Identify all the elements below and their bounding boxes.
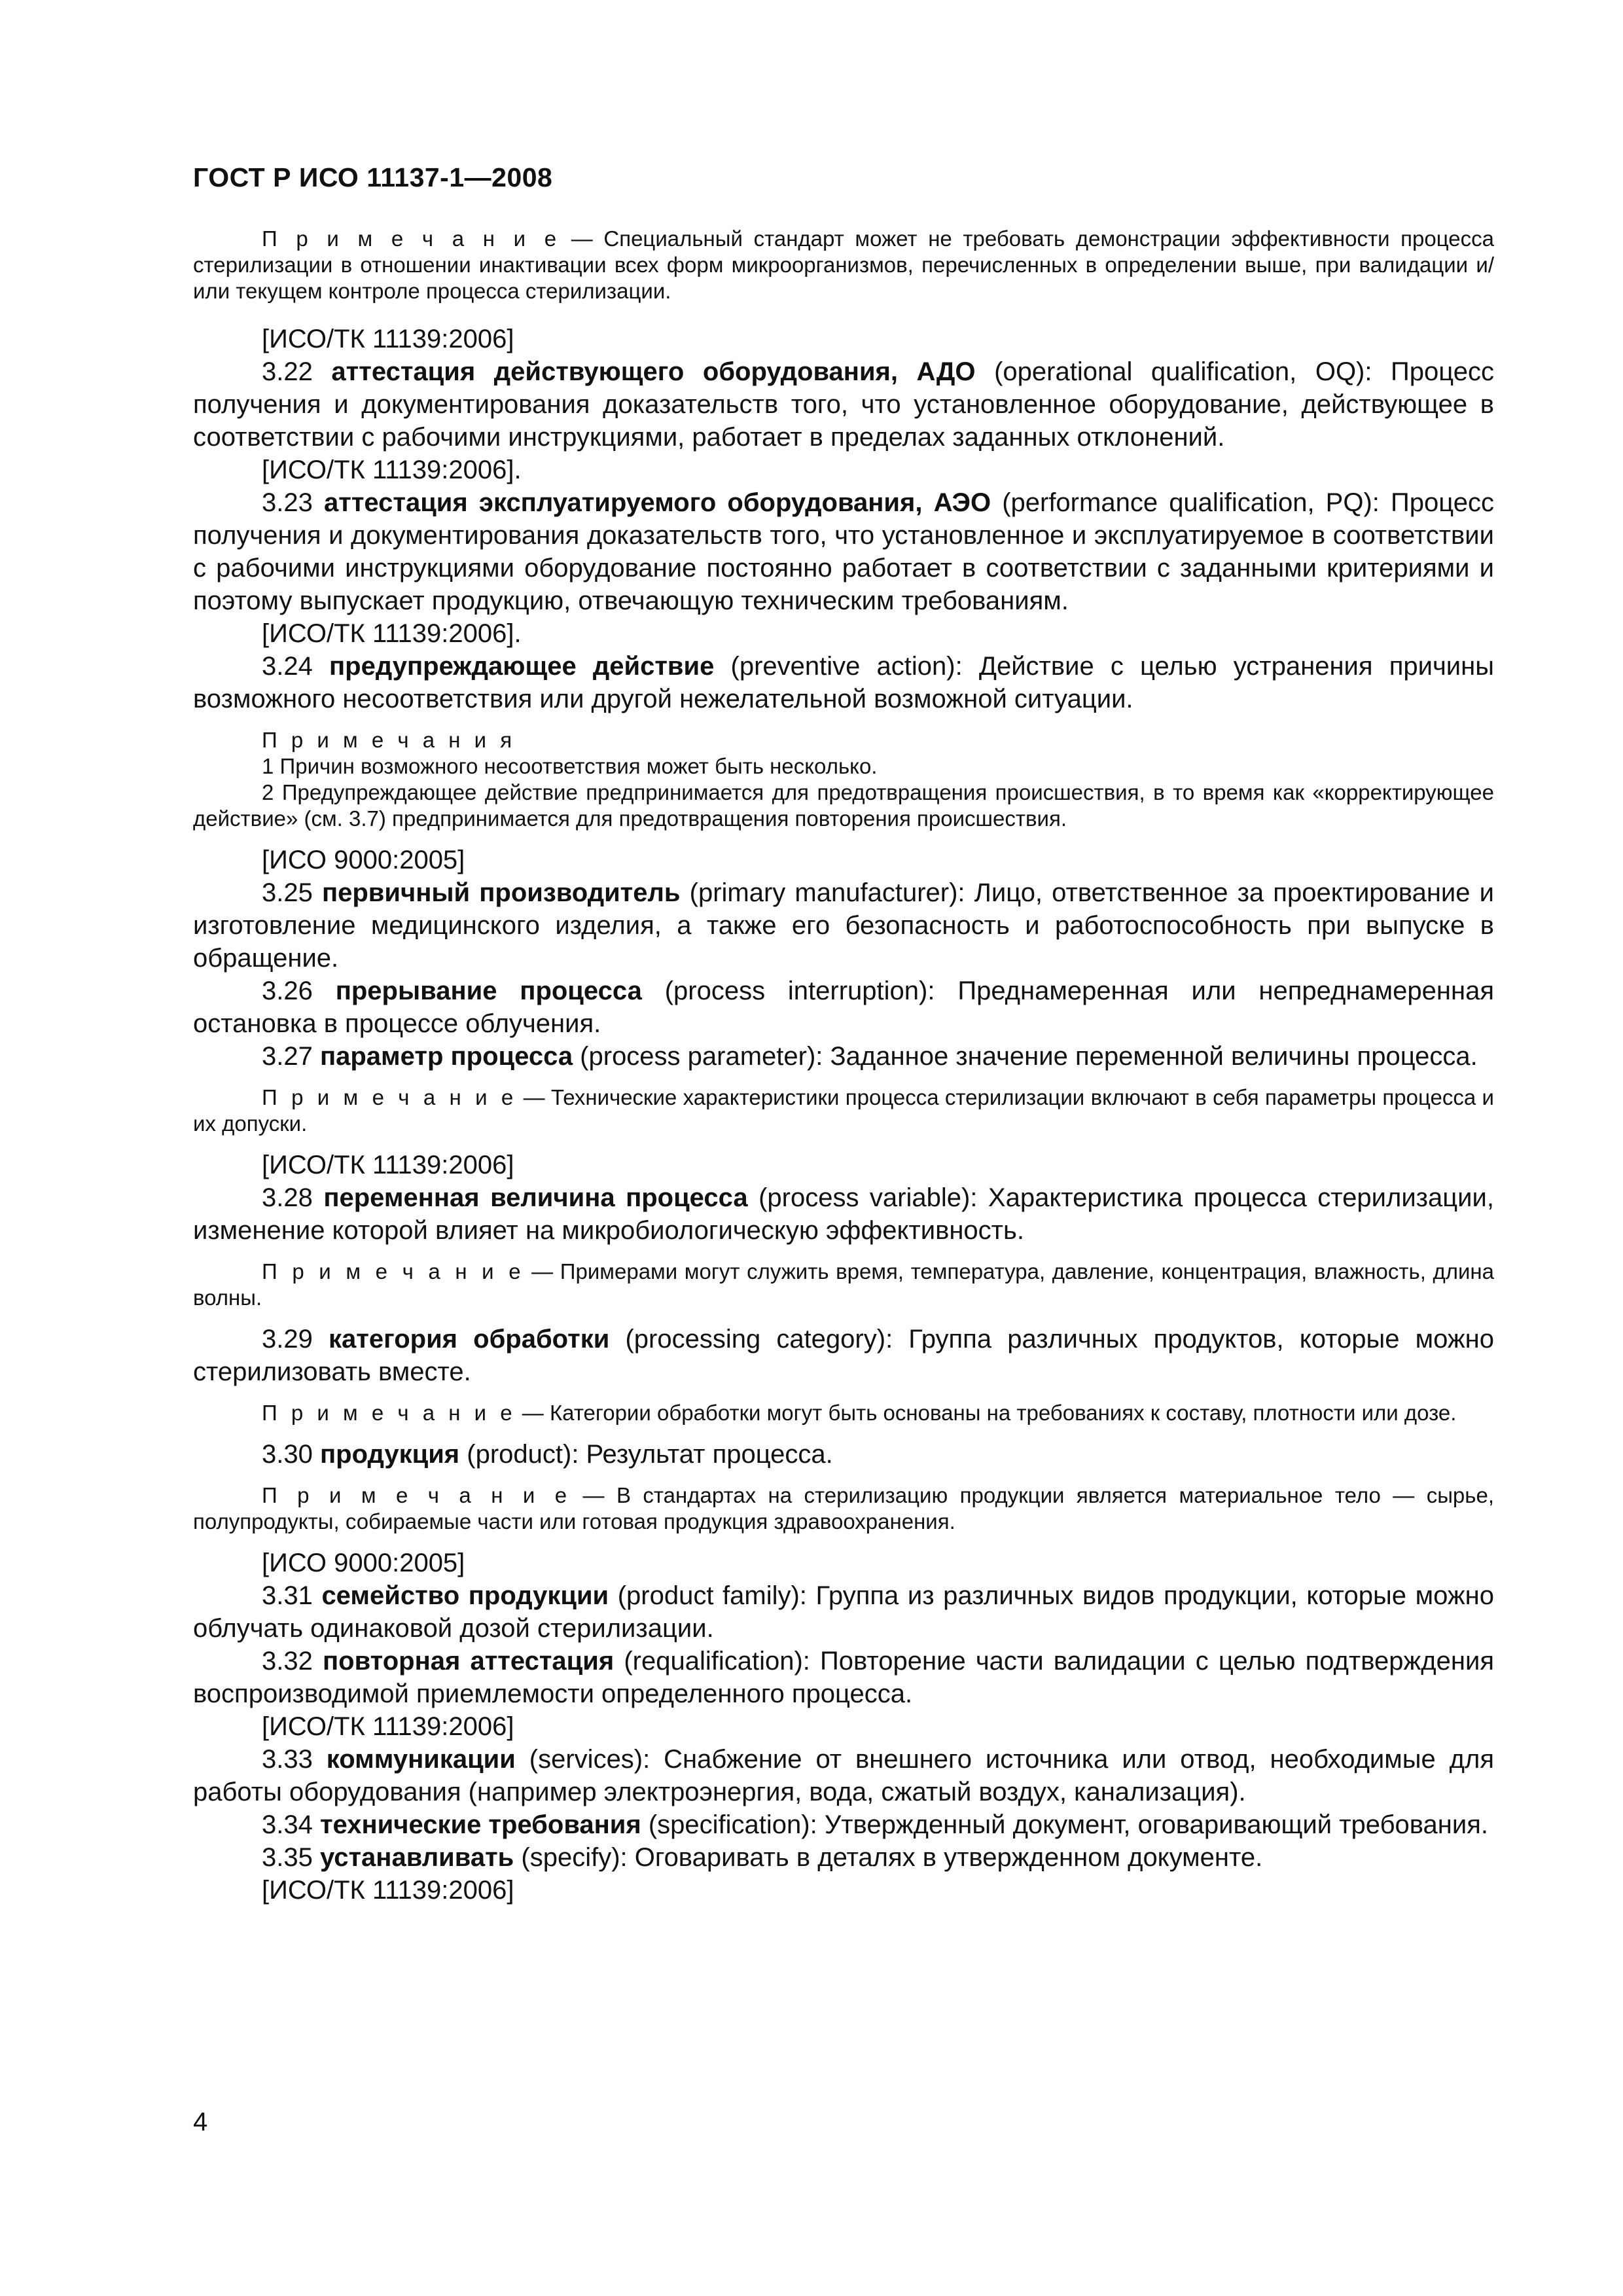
term-name: семейство продукции	[321, 1581, 609, 1610]
note-text: — Технические характеристики процесса стерилизации включают в себя параметры процесса и их допуски.	[193, 1085, 1494, 1136]
term-number: 3.24	[262, 652, 330, 681]
term-3-25	[193, 876, 1494, 975]
term-definition: (primary manufacturer): Лицо, ответственное за проектирование и изготовление медицинского изделия, а также его безопасность и работоспособность при выпуске в обращение.	[193, 878, 1494, 973]
term-3-22	[193, 355, 1494, 454]
page-number: 4	[193, 2108, 208, 2136]
term-name: продукция	[319, 1440, 460, 1469]
note-3-29	[193, 1400, 1494, 1426]
note-3-27	[193, 1085, 1494, 1137]
term-3-24	[193, 650, 1494, 715]
term-name: устанавливать	[319, 1843, 514, 1872]
term-number: 3.29	[262, 1325, 329, 1354]
source-reference: [ИСО/ТК 11139:2006].	[262, 619, 522, 648]
term-3-31	[193, 1579, 1494, 1645]
term-3-26	[193, 975, 1494, 1040]
term-number: 3.31	[262, 1581, 322, 1610]
term-definition: (specify): Оговаривать в деталях в утвержденном документе.	[514, 1843, 1263, 1872]
term-name: переменная величина процесса	[323, 1183, 748, 1212]
note-label: П р и м е ч а н и е	[262, 1085, 518, 1109]
note-item-2: 2 Предупреждающее действие предпринимается для предотвращения происшествия, в то время как «корректирующее действие» (см. 3.7) предпринимается для предотвращения повторения происшествия.	[193, 780, 1494, 831]
term-definition: (process parameter): Заданное значение переменной величины процесса.	[573, 1042, 1478, 1071]
term-3-30	[193, 1438, 1494, 1471]
term-definition: (operational qualification, OQ): Процесс получения и документирования доказательств того, что установленное оборудование, действующее в соответствии с рабочими инструкциями, работает в пределах заданных отклонений.	[193, 357, 1494, 452]
term-name: предупреждающее действие	[329, 652, 715, 681]
term-name: коммуникации	[326, 1745, 516, 1774]
term-definition: (requalification): Повторение части валидации с целью подтверждения воспроизводимой приемлемости определенного процесса.	[193, 1647, 1494, 1708]
note-label: П р и м е ч а н и е	[262, 1483, 571, 1507]
term-3-28	[193, 1181, 1494, 1247]
note-text: — Специальный стандарт может не требовать демонстрации эффективности процесса стерилизации в отношении инактивации всех форм микроорганизмов, перечисленных в определении выше, при валидации и/или текущем контроле процесса стерилизации.	[193, 226, 1494, 303]
term-number: 3.35	[262, 1843, 320, 1872]
term-name: аттестация эксплуатируемого оборудования, АЭО	[323, 488, 991, 517]
term-number: 3.33	[262, 1745, 327, 1774]
note-3-30	[193, 1482, 1494, 1535]
term-name: параметр процесса	[319, 1042, 573, 1071]
term-3-34	[193, 1808, 1494, 1841]
note-text: — В стандартах на стерилизацию продукции является материальное тело — сырье, полупродукты, собираемые части или готовая продукция здравоохранения.	[193, 1483, 1494, 1534]
term-3-32	[193, 1645, 1494, 1710]
note-text: — Примерами могут служить время, температура, давление, концентрация, влажность, длина волны.	[193, 1259, 1494, 1310]
term-number: 3.30	[262, 1440, 320, 1469]
term-name: технические требования	[319, 1810, 641, 1839]
term-3-33	[193, 1743, 1494, 1808]
notes-heading: П р и м е ч а н и я	[262, 728, 516, 752]
source-reference: [ИСО/ТК 11139:2006]	[262, 325, 514, 353]
term-definition: (specification): Утвержденный документ, оговаривающий требования.	[641, 1810, 1488, 1839]
source-reference: [ИСО/ТК 11139:2006]	[262, 1151, 514, 1179]
term-number: 3.34	[262, 1810, 320, 1839]
term-definition: (product family): Группа из различных видов продукции, которые можно облучать одинаковой дозой стерилизации.	[193, 1581, 1495, 1643]
term-3-35	[193, 1841, 1494, 1874]
term-number: 3.25	[262, 878, 322, 907]
term-3-29	[193, 1323, 1494, 1388]
source-reference: [ИСО/ТК 11139:2006].	[262, 456, 522, 484]
note-item-1: 1 Причин возможного несоответствия может быть несколько.	[262, 754, 878, 778]
term-name: аттестация действующего оборудования, АДО	[331, 357, 976, 386]
term-definition: (product): Результат процесса.	[459, 1440, 833, 1469]
term-number: 3.28	[262, 1183, 324, 1212]
note-label: П р и м е ч а н и е	[262, 226, 561, 251]
note-text: — Категории обработки могут быть основаны на требованиях к составу, плотности или дозе.	[516, 1401, 1457, 1425]
source-reference: [ИСО/ТК 11139:2006]	[262, 1876, 514, 1905]
document-code-header: ГОСТ Р ИСО 11137-1—2008	[193, 162, 553, 192]
term-name: первичный производитель	[321, 878, 681, 907]
term-definition: (performance qualification, PQ): Процесс получения и документирования доказательств того, что установленное и эксплуатируемое в соответствии с рабочими инструкциями оборудование постоянно работает в соответствии с заданными критериями и поэтому выпускает продукцию, отвечающую техническим требованиям.	[193, 488, 1494, 615]
page-body	[193, 226, 1494, 1907]
term-name: прерывание процесса	[335, 977, 642, 1005]
term-definition: (services): Снабжение от внешнего источника или отвод, необходимые для работы оборудования (например электроэнергия, вода, сжатый воздух, канализация).	[193, 1745, 1495, 1806]
term-definition: (preventive action): Действие с целью устранения причины возможного несоответствия или другой нежелательной возможной ситуации.	[193, 652, 1494, 713]
term-number: 3.22	[262, 357, 332, 386]
term-name: категория обработки	[328, 1325, 610, 1354]
note-3-28	[193, 1259, 1494, 1311]
note-label: П р и м е ч а н и е	[262, 1259, 525, 1283]
term-number: 3.27	[262, 1042, 320, 1071]
term-number: 3.23	[262, 488, 324, 517]
term-3-27	[193, 1040, 1494, 1073]
term-definition: (process variable): Характеристика процесса стерилизации, изменение которой влияет на микробиологическую эффективность.	[193, 1183, 1494, 1245]
term-3-23	[193, 486, 1494, 617]
source-reference: [ИСО 9000:2005]	[262, 1549, 465, 1577]
term-definition: (processing category): Группа различных продуктов, которые можно стерилизовать вместе.	[193, 1325, 1494, 1386]
note-label: П р и м е ч а н и е	[262, 1401, 516, 1425]
term-definition: (process interruption): Преднамеренная или непреднамеренная остановка в процессе облучения.	[193, 977, 1495, 1038]
source-reference: [ИСО/ТК 11139:2006]	[262, 1712, 514, 1741]
term-number: 3.32	[262, 1647, 323, 1676]
term-name: повторная аттестация	[322, 1647, 615, 1676]
source-reference: [ИСО 9000:2005]	[262, 846, 465, 874]
note-initial	[193, 226, 1494, 304]
term-number: 3.26	[262, 977, 336, 1005]
